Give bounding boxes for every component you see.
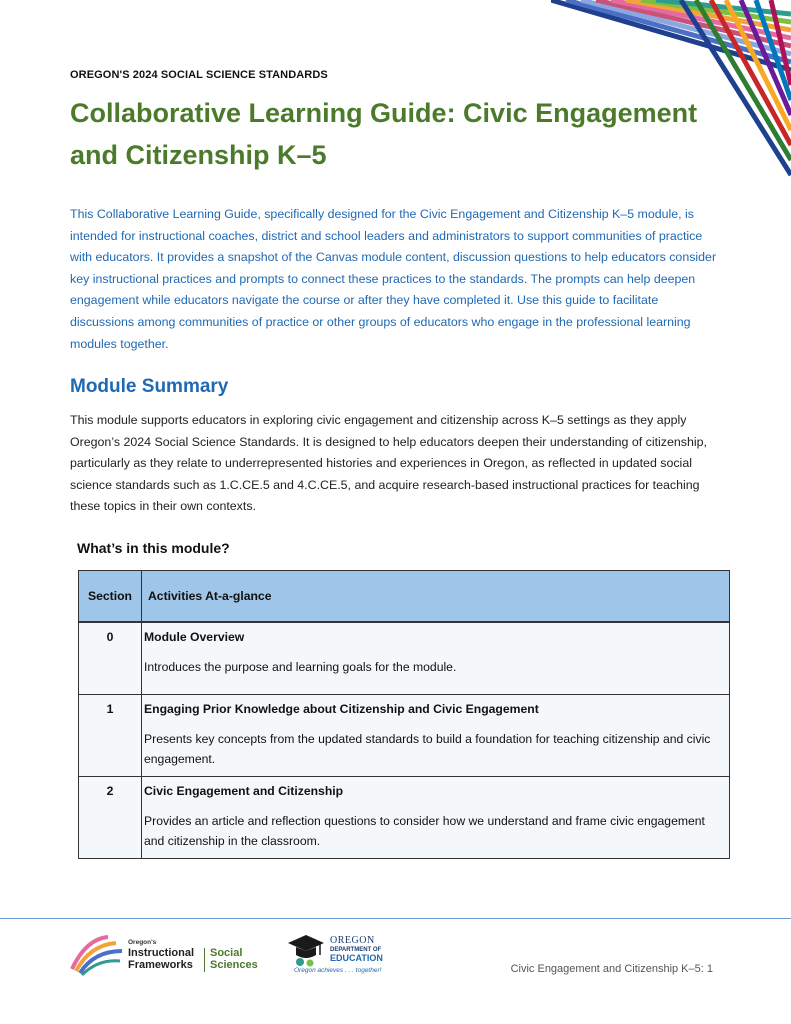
ode-oregon-text: OREGON (330, 935, 375, 946)
section-number: 1 (79, 694, 142, 776)
module-contents-heading: What’s in this module? (77, 540, 230, 556)
ode-tagline: Oregon achieves . . . together! (294, 967, 382, 974)
module-summary-heading: Module Summary (70, 376, 229, 397)
logo-line-instructional: Instructional (128, 947, 195, 959)
activity-description: Introduces the purpose and learning goals for the module. (144, 660, 457, 674)
frameworks-swoosh-icon (68, 933, 124, 977)
module-contents-table (78, 570, 730, 859)
activity-title: Civic Engagement and Citizenship (144, 783, 344, 798)
oregon-department-of-education-logo (286, 933, 396, 977)
table-row (79, 622, 730, 694)
ode-department-text: DEPARTMENT OF (330, 947, 382, 953)
instructional-frameworks-logo (68, 933, 268, 977)
activity-cell (142, 694, 730, 776)
page-footer-label: Civic Engagement and Citizenship K–5: 1 (510, 963, 713, 975)
logo-line-social: Social (210, 947, 243, 959)
column-header-section: Section (79, 571, 142, 623)
standards-label: OREGON'S 2024 SOCIAL SCIENCE STANDARDS (70, 69, 328, 81)
activity-description: Presents key concepts from the updated standards to build a foundation for teaching citizenship and civic engagement. (144, 731, 711, 766)
page-title: Collaborative Learning Guide: Civic Engagement and Citizenship K–5 (70, 98, 698, 170)
logo-social-sciences-text (210, 947, 258, 971)
logo-oregons-text: Oregon's (128, 939, 157, 946)
logo-frameworks-text (128, 947, 194, 971)
footer-divider (0, 918, 791, 919)
table-row (79, 776, 730, 858)
activity-description: Provides an article and reflection questions to consider how we understand and frame civic engagement and citizenship in the classroom. (144, 813, 705, 848)
column-header-activities: Activities At-a-glance (142, 571, 730, 623)
logo-divider (204, 948, 205, 972)
activity-cell (142, 622, 730, 694)
section-number: 0 (79, 622, 142, 694)
table-header-row (79, 571, 730, 623)
ode-education-text: EDUCATION (330, 953, 383, 963)
activity-title: Module Overview (144, 630, 245, 644)
logo-line-frameworks: Frameworks (128, 959, 193, 971)
module-summary-paragraph: This module supports educators in exploring civic engagement and citizenship across K–5 settings as they apply Oregon’s 2024 Social Science Standards. It is designed to help educators deepen their understanding of citizenship, particularly as they relate to underrepresented histories and experiences in Oregon, as reflected in updated social science standards such as 1.C.CE.5 and 4.C.CE.5, and acquire research-based instructional practices for teaching these topics in their own contexts. (70, 413, 707, 514)
activity-title: Engaging Prior Knowledge about Citizenship and Civic Engagement (144, 701, 539, 716)
section-number: 2 (79, 776, 142, 858)
logo-line-sciences: Sciences (210, 959, 258, 971)
graduation-cap-icon (286, 933, 326, 967)
activity-cell (142, 776, 730, 858)
table-row (79, 694, 730, 776)
intro-paragraph: This Collaborative Learning Guide, specifically designed for the Civic Engagement and Citizenship K–5 module, is intended for instructional coaches, district and school leaders and administrators to support communities of practice with educators. It provides a snapshot of the Canvas module content, discussion questions to help educators consider key instructional practices and prompts to connect these practices to the standards. The prompts can help deepen engagement while educators navigate the course or after they have completed it. Use this guide to facilitate discussions among communities of practice or other groups of educators who engage in the professional learning modules together. (70, 207, 717, 351)
